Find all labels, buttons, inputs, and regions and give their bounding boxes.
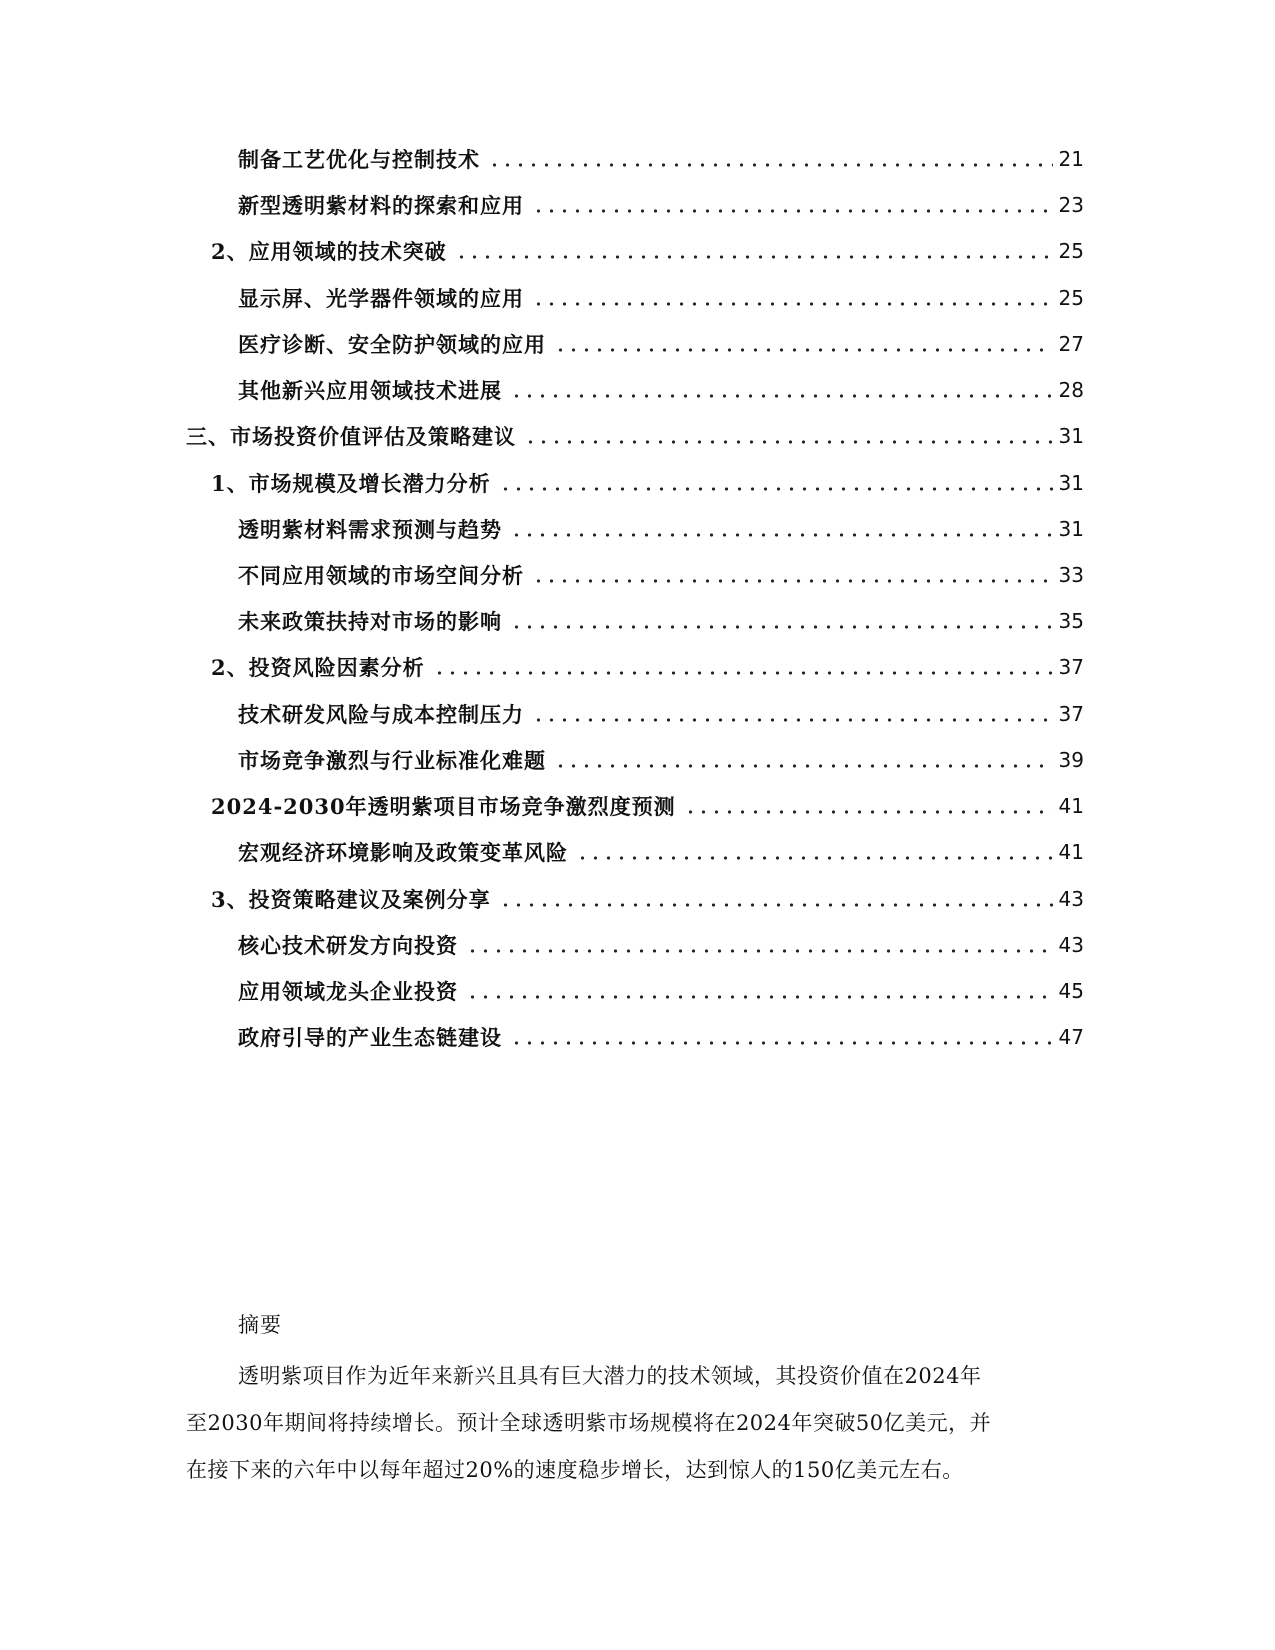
toc-entry[interactable] [238,835,1084,869]
toc-dot-leader [510,533,1053,537]
toc-entry-title: 技术研发风险与成本控制压力 [238,702,524,727]
toc-page-number: 43 [1058,887,1084,911]
toc-entry-title: 市场竞争激烈与行业标准化难题 [238,748,546,773]
abstract-line: 在接下来的六年中以每年超过20%的速度稳步增长，达到惊人的150亿美元左右。 [186,1458,964,1482]
toc-entry[interactable] [238,558,1084,592]
toc-page-number: 37 [1058,702,1084,726]
toc-dot-leader [684,810,1053,814]
toc-page-number: 39 [1058,748,1084,772]
toc-dot-leader [554,348,1053,352]
toc-entry[interactable] [211,650,1084,684]
abstract-line: 透明紫项目作为近年来新兴且具有巨大潜力的技术领域，其投资价值在2024年 [238,1364,982,1388]
toc-page-number: 41 [1058,794,1084,818]
toc-entry[interactable] [238,697,1084,731]
toc-dot-leader [488,163,1053,167]
toc-entry-title: 显示屏、光学器件领域的应用 [238,286,524,311]
toc-entry-title: 透明紫材料需求预测与趋势 [238,517,502,542]
toc-dot-leader [554,764,1053,768]
toc-dot-leader [532,718,1053,722]
toc-entry[interactable] [238,373,1084,407]
toc-entry[interactable] [238,1020,1084,1054]
toc-entry-title: 不同应用领域的市场空间分析 [238,563,524,588]
toc-entry-title: 医疗诊断、安全防护领域的应用 [238,332,546,357]
toc-page-number: 25 [1058,239,1084,263]
toc-page-number: 31 [1058,471,1084,495]
toc-entry-title: 核心技术研发方向投资 [238,933,458,958]
toc-entry[interactable] [211,466,1084,500]
toc-dot-leader [510,394,1053,398]
toc-dot-leader [499,903,1053,907]
toc-page-number: 41 [1058,840,1084,864]
toc-page-number: 23 [1058,193,1084,217]
toc-page-number: 25 [1058,286,1084,310]
toc-entry[interactable] [186,419,1084,453]
toc-page-number: 35 [1058,609,1084,633]
toc-entry-title: 1、市场规模及增长潜力分析 [211,471,491,496]
toc-dot-leader [499,487,1053,491]
toc-dot-leader [466,949,1053,953]
toc-entry[interactable] [238,142,1084,176]
toc-entry[interactable] [238,281,1084,315]
toc-page-number: 37 [1058,655,1084,679]
toc-dot-leader [510,1041,1053,1045]
toc-page-number: 31 [1058,517,1084,541]
toc-page-number: 27 [1058,332,1084,356]
toc-dot-leader [455,255,1053,259]
toc-page-number: 33 [1058,563,1084,587]
toc-page-number: 47 [1058,1025,1084,1049]
toc-entry-title: 其他新兴应用领域技术进展 [238,378,502,403]
toc-page-number: 45 [1058,979,1084,1003]
toc-entry-title: 新型透明紫材料的探索和应用 [238,193,524,218]
abstract-heading: 摘要 [238,1313,282,1337]
toc-entry[interactable] [211,882,1084,916]
toc-entry-title: 未来政策扶持对市场的影响 [238,609,502,634]
toc-page-number: 28 [1058,378,1084,402]
toc-dot-leader [510,625,1053,629]
toc-entry-title: 宏观经济环境影响及政策变革风险 [238,840,568,865]
toc-entry-title: 2、投资风险因素分析 [211,655,425,680]
toc-page-number: 31 [1058,424,1084,448]
toc-dot-leader [532,209,1053,213]
toc-dot-leader [524,440,1053,444]
toc-entry[interactable] [238,743,1084,777]
toc-entry-title: 政府引导的产业生态链建设 [238,1025,502,1050]
toc-entry-title: 三、市场投资价值评估及策略建议 [186,424,516,449]
toc-page-number: 21 [1058,147,1084,171]
abstract-paragraph [186,1357,1086,1498]
toc-entry[interactable] [211,234,1084,268]
abstract-line: 至2030年期间将持续增长。预计全球透明紫市场规模将在2024年突破50亿美元，并 [186,1411,992,1435]
toc-entry[interactable] [238,327,1084,361]
toc-entry-title: 应用领域龙头企业投资 [238,979,458,1004]
toc-dot-leader [532,302,1053,306]
toc-entry[interactable] [238,512,1084,546]
toc-dot-leader [433,671,1053,675]
toc-entry[interactable] [238,928,1084,962]
toc-entry-title: 2、应用领域的技术突破 [211,239,447,264]
toc-entry-title: 3、投资策略建议及案例分享 [211,887,491,912]
toc-entry[interactable] [238,188,1084,222]
toc-entry-title: 2024-2030年透明紫项目市场竞争激烈度预测 [211,794,676,819]
toc-entry[interactable] [238,604,1084,638]
toc-entry[interactable] [211,789,1084,823]
toc-dot-leader [532,579,1053,583]
toc-entry[interactable] [238,974,1084,1008]
toc-dot-leader [576,856,1053,860]
toc-dot-leader [466,995,1053,999]
toc-entry-title: 制备工艺优化与控制技术 [238,147,480,172]
toc-page-number: 43 [1058,933,1084,957]
